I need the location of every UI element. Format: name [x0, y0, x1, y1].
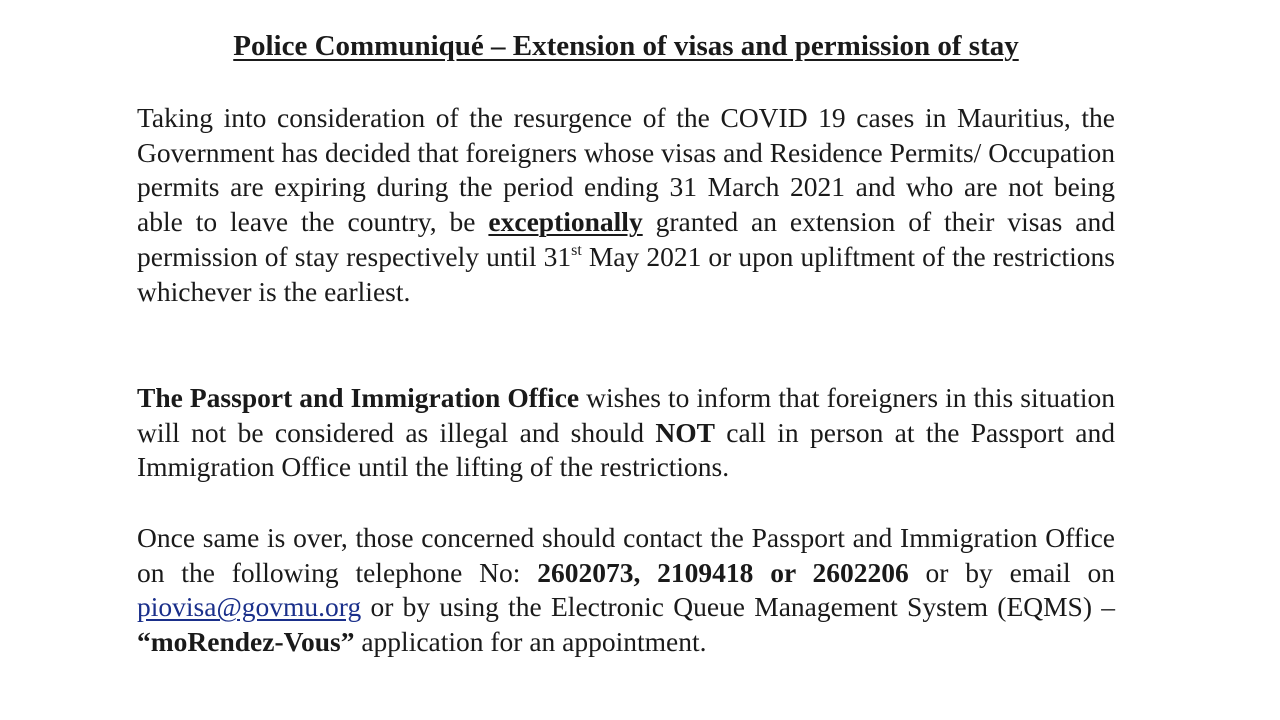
paragraph-visa-extension: [137, 101, 1115, 309]
email-link[interactable]: piovisa@govmu.org: [137, 591, 362, 623]
paragraph-text: wishes to inform that foreigners in this situation will not be considered as illegal and should: [137, 382, 1115, 448]
paragraph-text: May 2021 or upon upliftment of the restrictions whichever is the earliest.: [137, 240, 1116, 307]
paragraph-text: Once same is over, those concerned should contact the Passport and Immigration Office on the following telephone No:: [137, 522, 1115, 588]
emphasis-exceptionally: exceptionally: [488, 206, 643, 238]
date-ordinal-suffix: st: [571, 241, 582, 259]
paragraph-text: call in person at the Passport and Immigration Office until the lifting of the restrictions.: [137, 416, 1115, 483]
app-name: “moRendez-Vous”: [137, 626, 355, 658]
document-title: Police Communiqué – Extension of visas and permission of stay: [233, 30, 1019, 62]
emphasis-not: NOT: [655, 416, 715, 448]
paragraph-text: or by using the Electronic Queue Management System (EQMS) –: [361, 591, 1115, 623]
paragraph-text: application for an appointment.: [354, 626, 707, 658]
paragraph-text: Taking into consideration of the resurgence of the COVID 19 cases in Mauritius, the Government has decided that foreigners whose visas and Residence Permits/ Occupation permits are expiring during the period ending 31 March 2021 and who are not being able to leave the country, be: [137, 102, 1115, 238]
paragraph-passport-office-notice: [137, 381, 1115, 485]
phone-numbers: 2602073, 2109418 or 2602206: [537, 556, 909, 588]
paragraph-contact-info: [137, 521, 1115, 660]
paragraph-text: granted an extension of their visas and permission of stay respectively until 31: [137, 206, 1115, 272]
office-name: The Passport and Immigration Office: [137, 382, 580, 413]
paragraph-text: or by email on: [908, 556, 1115, 588]
